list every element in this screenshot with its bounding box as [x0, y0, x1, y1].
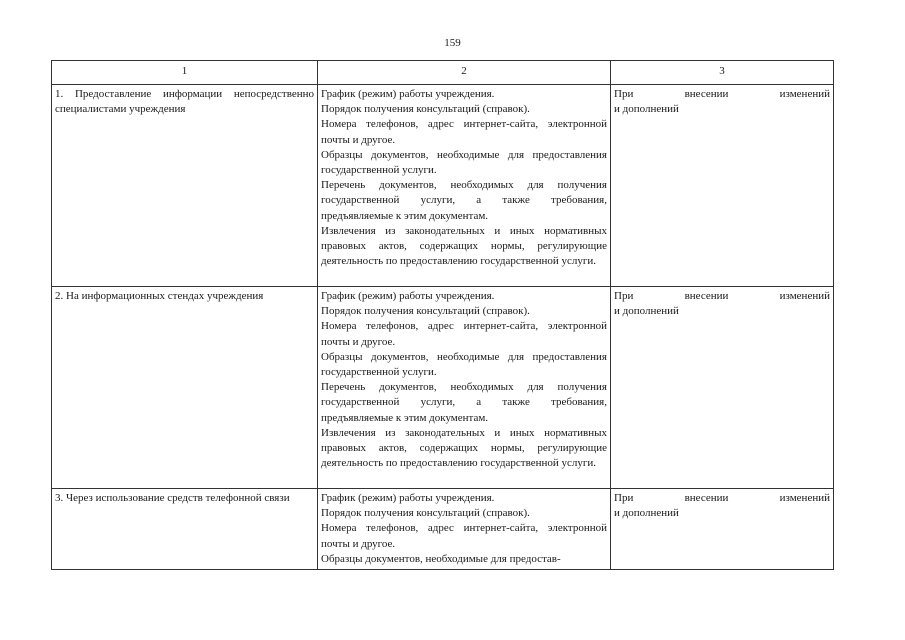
method-cell: 2. На информационных стендах учреждения	[52, 287, 318, 489]
column-header-3: 3	[611, 61, 834, 85]
method-cell: 3. Через использование средств телефонной связи	[52, 489, 318, 570]
frequency-line: и дополнений	[614, 305, 679, 318]
column-header-2: 2	[318, 61, 611, 85]
table-row	[52, 489, 834, 570]
table-header-row	[52, 61, 834, 85]
page-number: 159	[444, 37, 461, 49]
table-row	[52, 287, 834, 489]
content-line: Извлечения из законодательных и иных нормативных правовых актов, содержащих нормы, регулирующие деятельность по предоставлению государственной услуги.	[321, 426, 607, 470]
content-line: Образцы документов, необходимые для предоставления государственной услуги.	[321, 148, 607, 177]
frequency-line: При внесении изменений	[614, 88, 830, 100]
content-line: График (режим) работы учреждения.	[321, 492, 495, 504]
table-row	[52, 85, 834, 287]
content-line: Образцы документов, необходимые для предостав-	[321, 552, 561, 565]
content-line: Порядок получения консультаций (справок).	[321, 305, 530, 318]
frequency-line: и дополнений	[614, 507, 679, 520]
frequency-line: При внесении изменений	[614, 492, 830, 504]
content-line: Извлечения из законодательных и иных нормативных правовых актов, содержащих нормы, регулирующие деятельность по предоставлению государственной услуги.	[321, 224, 607, 268]
content-line: Перечень документов, необходимых для получения государственной услуги, а также требования, предъявляемые к этим документам.	[321, 179, 607, 222]
content-line: Порядок получения консультаций (справок).	[321, 103, 530, 116]
update-frequency-cell	[611, 489, 834, 570]
frequency-line: и дополнений	[614, 103, 679, 116]
content-line: График (режим) работы учреждения.	[321, 88, 495, 100]
content-line: Номера телефонов, адрес интернет-сайта, электронной почты и другое.	[321, 118, 607, 146]
content-line: График (режим) работы учреждения.	[321, 290, 495, 302]
content-line: Порядок получения консультаций (справок).	[321, 507, 530, 520]
content-line: Номера телефонов, адрес интернет-сайта, электронной почты и другое.	[321, 522, 607, 550]
update-frequency-cell	[611, 85, 834, 287]
content-cell	[318, 85, 611, 287]
update-frequency-cell	[611, 287, 834, 489]
content-cell	[318, 287, 611, 489]
info-table	[51, 60, 834, 570]
column-header-1: 1	[52, 61, 318, 85]
content-line: Номера телефонов, адрес интернет-сайта, электронной почты и другое.	[321, 320, 607, 348]
frequency-line: При внесении изменений	[614, 290, 830, 302]
content-line: Образцы документов, необходимые для предоставления государственной услуги.	[321, 350, 607, 379]
content-line: Перечень документов, необходимых для получения государственной услуги, а также требования, предъявляемые к этим документам.	[321, 381, 607, 424]
content-cell	[318, 489, 611, 570]
method-cell: 1. Предоставление информации непосредственно специалистами учреждения	[52, 85, 318, 287]
